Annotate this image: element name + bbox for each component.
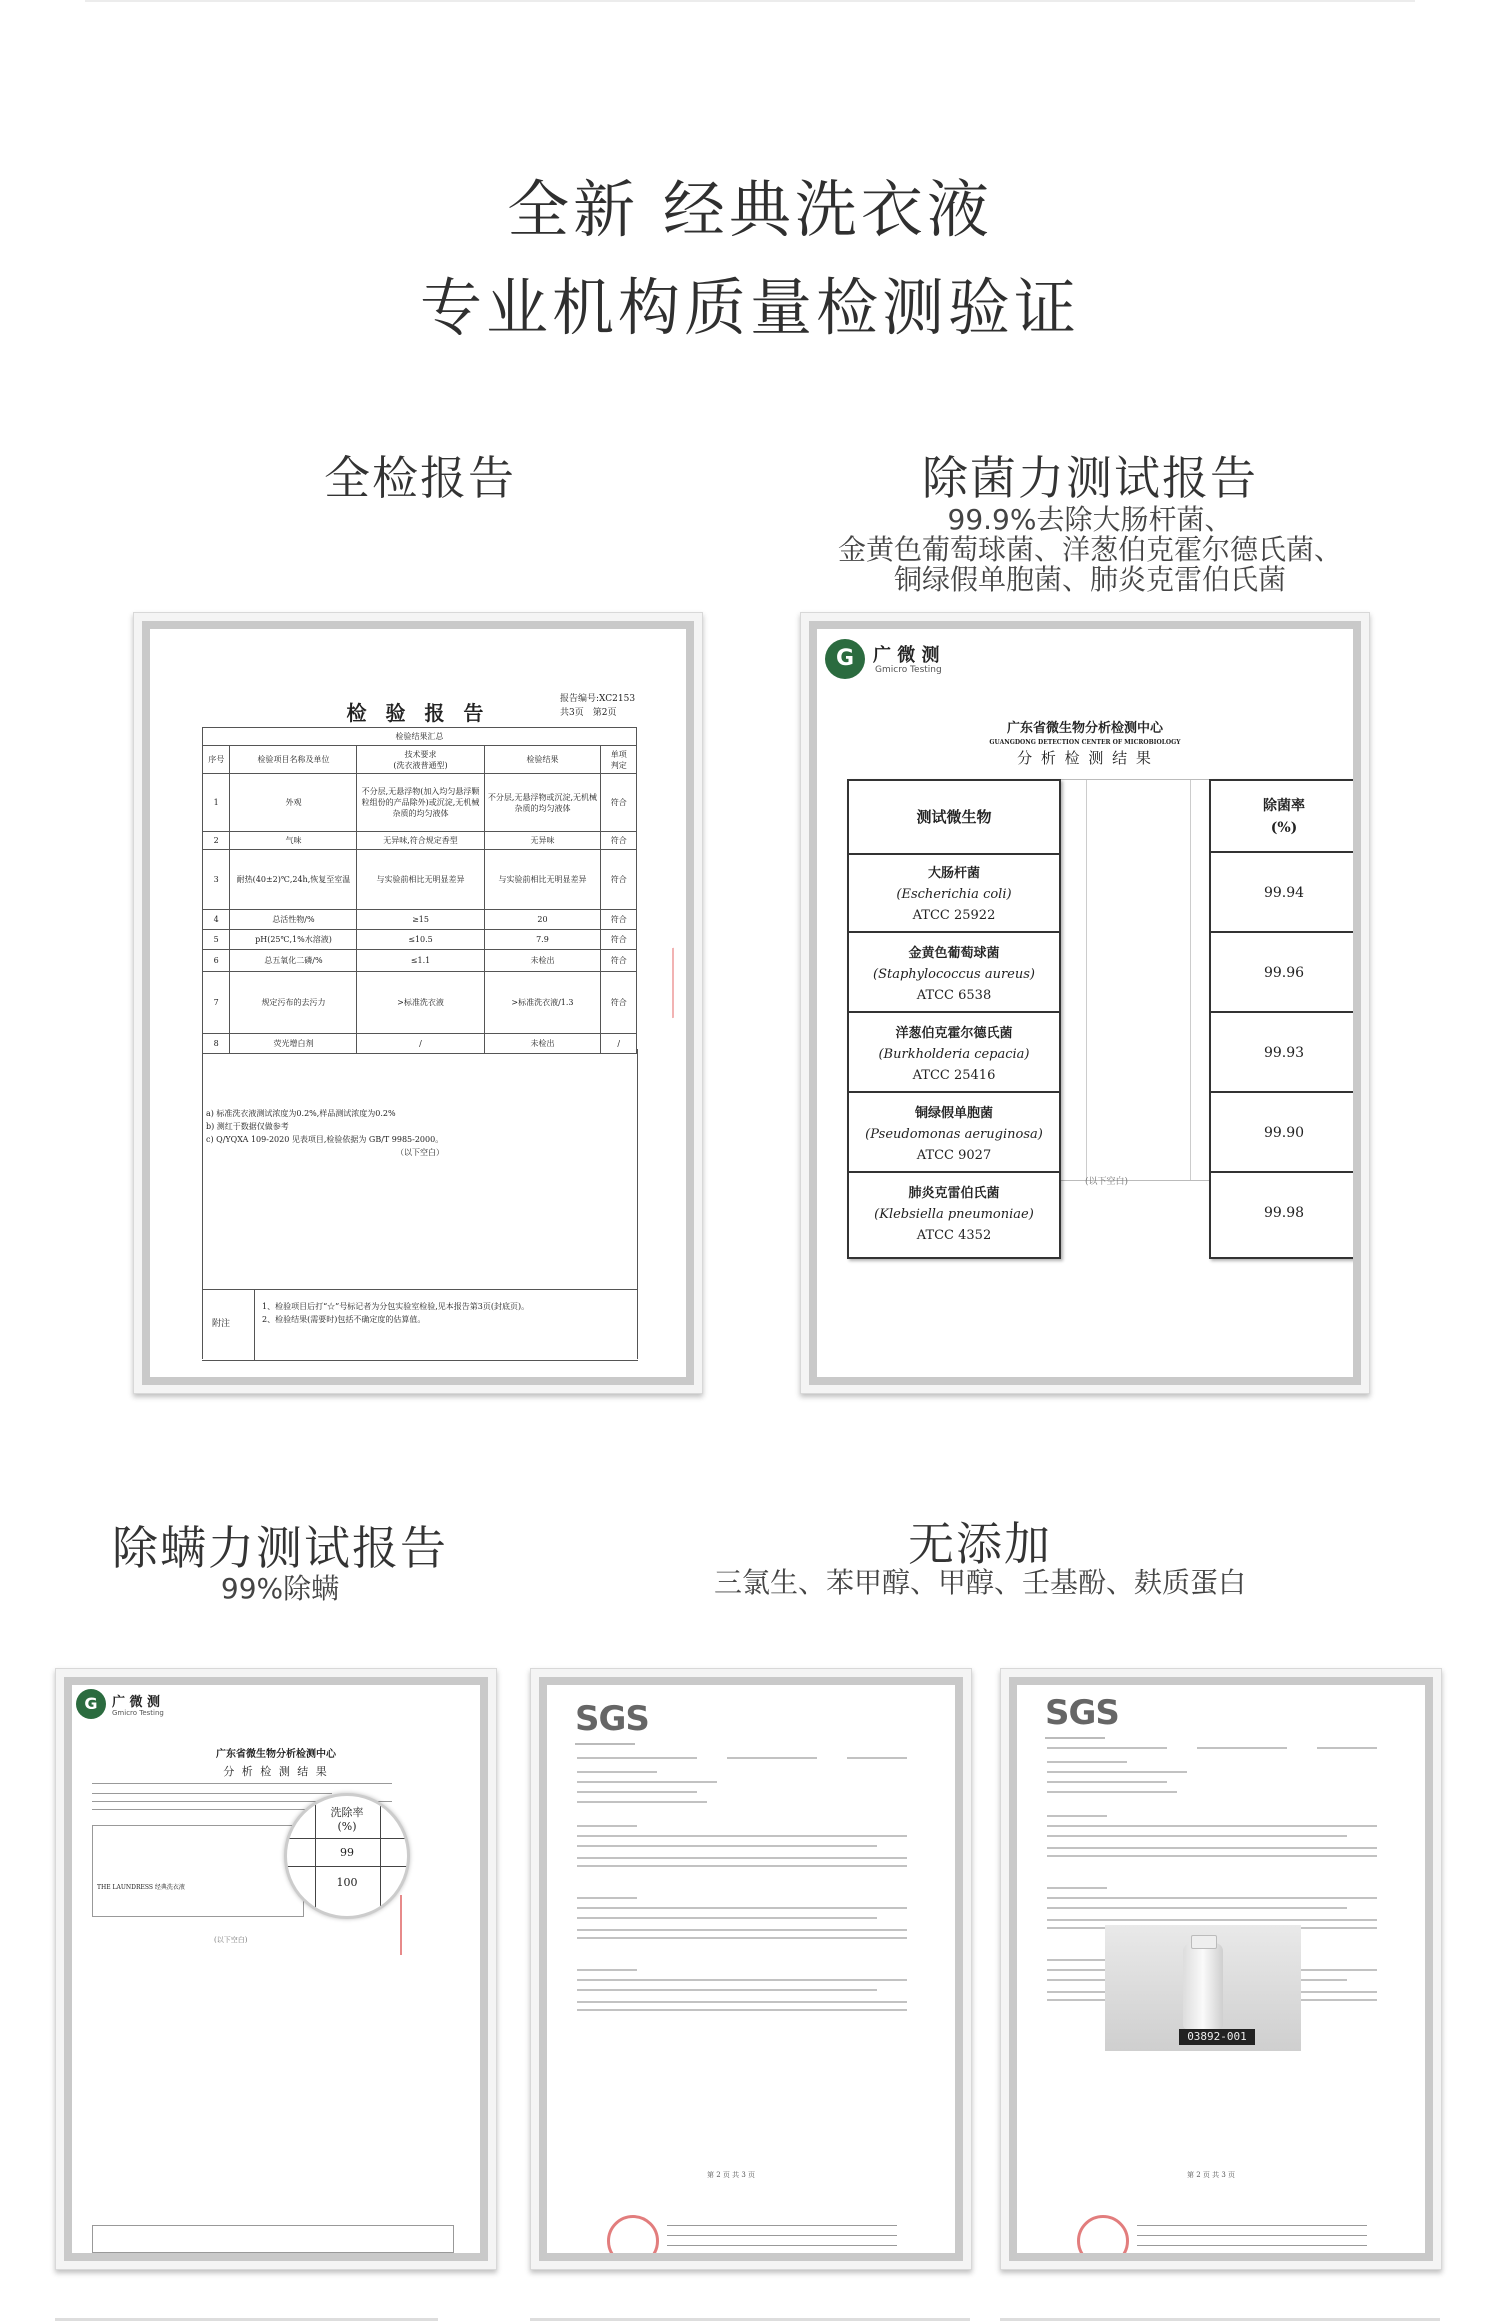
text-line bbox=[847, 1757, 907, 1759]
result-subtitle: 分 析 检 测 结 果 bbox=[1017, 749, 1153, 767]
text-line bbox=[1047, 1887, 1107, 1889]
sgs-frame-1 bbox=[530, 1668, 972, 2270]
gmicro-logo-icon: G bbox=[825, 639, 865, 679]
microbe-cn: 洋葱伯克霍尔德氏菌 bbox=[895, 1026, 1013, 1041]
antibacterial-sub1: 99.9%去除大肠杆菌、 bbox=[947, 503, 1233, 536]
text-line bbox=[1047, 1855, 1377, 1857]
report-title: 检 验 报 告 bbox=[346, 701, 490, 725]
table-row bbox=[203, 1034, 637, 1054]
microbe-cn: 铜绿假单胞菌 bbox=[914, 1106, 993, 1121]
remark-text bbox=[262, 1300, 622, 1326]
cell: 无异味 bbox=[484, 832, 601, 850]
cell: 20 bbox=[484, 910, 601, 930]
cell: 6 bbox=[203, 950, 230, 972]
text-line bbox=[577, 1791, 697, 1793]
no-additive-sub: 三氯生、苯甲醇、甲醇、壬基酚、麸质蛋白 bbox=[713, 1566, 1246, 1599]
blank-note: (以下空白) bbox=[214, 1936, 248, 1944]
sample-code: 03892-001 bbox=[1179, 2029, 1255, 2045]
rate-column bbox=[1209, 779, 1353, 1259]
cell: pH(25℃,1%水溶液) bbox=[230, 930, 357, 950]
microbe-atcc: ATCC 25416 bbox=[912, 1068, 996, 1083]
cell: 3 bbox=[203, 850, 230, 910]
brand-name: 广 微 测 bbox=[112, 1695, 161, 1710]
zoom-value: 99 bbox=[340, 1846, 354, 1859]
col-header: 检验项目名称及单位 bbox=[230, 746, 357, 774]
sgs-frame-2 bbox=[1000, 1668, 1442, 2270]
antimite-sub: 99%除螨 bbox=[220, 1572, 340, 1605]
note-line: a) 标准洗衣液测试浓度为0.2%,样品测试浓度为0.2% bbox=[206, 1109, 396, 1118]
text-line bbox=[577, 1979, 907, 1981]
text-line bbox=[577, 1781, 717, 1783]
cell: 符合 bbox=[601, 850, 637, 910]
cell: 7 bbox=[203, 972, 230, 1034]
bottom-edge bbox=[530, 2318, 970, 2321]
table-row bbox=[203, 930, 637, 950]
headline-line1: 全新 经典洗衣液 bbox=[507, 173, 993, 246]
microbe-row bbox=[849, 1173, 1059, 1253]
microbe-cn: 肺炎克雷伯氏菌 bbox=[908, 1186, 1000, 1201]
table-row bbox=[203, 832, 637, 850]
text-line bbox=[577, 1835, 907, 1837]
remark-box bbox=[202, 1289, 638, 1361]
microbe-latin: (Pseudomonas aeruginosa) bbox=[865, 1127, 1043, 1142]
brand-en: Gmicro Testing bbox=[112, 1709, 164, 1717]
cell: 4 bbox=[203, 910, 230, 930]
text-line bbox=[577, 1969, 637, 1971]
cell: 8 bbox=[203, 1034, 230, 1054]
cell: / bbox=[601, 1034, 637, 1054]
rate-value: 99.94 bbox=[1211, 853, 1353, 933]
cell: 符合 bbox=[601, 930, 637, 950]
org-en: GUANGDONG DETECTION CENTER OF MICROBIOLOGY bbox=[989, 739, 1181, 746]
microbe-column bbox=[847, 779, 1061, 1259]
text-line bbox=[577, 1929, 907, 1931]
cell: 符合 bbox=[601, 832, 637, 850]
cell: 与实验前相比无明显差异 bbox=[357, 850, 484, 910]
rate-value: 99.98 bbox=[1263, 1205, 1305, 1221]
rate-value: 99.96 bbox=[1211, 933, 1353, 1013]
cell: 符合 bbox=[601, 950, 637, 972]
note-line: （以下空白） bbox=[396, 1148, 444, 1157]
cell: 符合 bbox=[601, 774, 637, 832]
text-line bbox=[1047, 1919, 1377, 1921]
microbe-latin: (Klebsiella pneumoniae) bbox=[874, 1207, 1034, 1222]
microbe-atcc: ATCC 25922 bbox=[912, 908, 996, 923]
text-line bbox=[1047, 1847, 1377, 1849]
report-notes bbox=[206, 1107, 636, 1159]
antibacterial-sub2: 金黄色葡萄球菌、洋葱伯克霍尔德氏菌、 bbox=[837, 533, 1342, 566]
brand-name: 广 微 测 bbox=[873, 645, 940, 666]
text-line bbox=[577, 1857, 907, 1859]
cell: 总活性物/% bbox=[230, 910, 357, 930]
cell: / bbox=[357, 1034, 484, 1054]
cell: 与实验前相比无明显差异 bbox=[484, 850, 601, 910]
cell: 5 bbox=[203, 930, 230, 950]
antibacterial-paper bbox=[817, 629, 1353, 1377]
text-line bbox=[727, 1757, 817, 1759]
antimite-title: 除螨力测试报告 bbox=[112, 1521, 448, 1575]
col-header: 技术要求 (洗衣液普通型) bbox=[357, 746, 484, 774]
text-line bbox=[1047, 1791, 1177, 1793]
result-subtitle: 分 析 检 测 结 果 bbox=[223, 1765, 329, 1778]
report-table bbox=[202, 727, 637, 1054]
remark-label: 附注 bbox=[212, 1319, 231, 1329]
text-line bbox=[577, 1845, 877, 1847]
org-name: 广东省微生物分析检测中心 bbox=[1006, 721, 1163, 736]
text-line bbox=[1047, 1771, 1187, 1773]
cell: 无异味,符合规定香型 bbox=[357, 832, 484, 850]
microbe-latin: (Burkholderia cepacia) bbox=[878, 1047, 1030, 1062]
remark-line: 2、检验结果(需要时)包括不确定度的估算值。 bbox=[262, 1315, 426, 1324]
text-line bbox=[577, 2001, 907, 2003]
text-line bbox=[1047, 1959, 1107, 1961]
full-report-title: 全检报告 bbox=[324, 451, 516, 505]
text-line bbox=[1047, 1815, 1107, 1817]
brand-en: Gmicro Testing bbox=[875, 665, 942, 675]
rate-value: 99.90 bbox=[1211, 1093, 1353, 1173]
cell: 气味 bbox=[230, 832, 357, 850]
note-line: b) 测红于数据仅做参考 bbox=[206, 1122, 289, 1131]
text-line bbox=[577, 1897, 637, 1899]
text-line bbox=[577, 1757, 697, 1759]
headline-line2: 专业机构质量检测验证 bbox=[419, 271, 1080, 344]
full-report-paper bbox=[150, 629, 686, 1377]
table-row bbox=[203, 972, 637, 1034]
microbe-header: 测试微生物 bbox=[849, 781, 1059, 855]
microbe-row bbox=[849, 1013, 1059, 1093]
sample-name: THE LAUNDRESS 经典洗衣液 bbox=[97, 1884, 185, 1891]
antibacterial-frame bbox=[800, 612, 1370, 1394]
cell: 未检出 bbox=[484, 1034, 601, 1054]
cell: 荧光增白剂 bbox=[230, 1034, 357, 1054]
remark-line: 1、检验项目后打“☆”号标记者为分包实验室检验,见本报告第3页(封底页)。 bbox=[262, 1302, 530, 1311]
cell: >标准洗衣液 bbox=[357, 972, 484, 1034]
microbe-row bbox=[849, 933, 1059, 1013]
microbe-atcc: ATCC 4352 bbox=[916, 1228, 992, 1243]
cell: ≥15 bbox=[357, 910, 484, 930]
antimite-paper bbox=[72, 1685, 480, 2253]
text-line bbox=[1047, 1747, 1167, 1749]
sample-photo bbox=[1105, 1925, 1301, 2051]
col-header: 检验结果 bbox=[484, 746, 601, 774]
col-header: 单项 判定 bbox=[601, 746, 637, 774]
microbe-row bbox=[849, 853, 1059, 933]
table-row bbox=[203, 850, 637, 910]
text-line bbox=[577, 1917, 877, 1919]
cell: 不分层,无悬浮物或沉淀,无机械杂质的均匀液体 bbox=[484, 774, 601, 832]
antimite-frame bbox=[55, 1668, 497, 2270]
bottom-edge bbox=[1000, 2318, 1440, 2321]
sgs-paper-2 bbox=[1017, 1685, 1425, 2253]
text-line bbox=[577, 2009, 907, 2011]
cell: 2 bbox=[203, 832, 230, 850]
cell: >标准洗衣液/1.3 bbox=[484, 972, 601, 1034]
cell: 符合 bbox=[601, 910, 637, 930]
sgs-paper-1 bbox=[547, 1685, 955, 2253]
cell: 未检出 bbox=[484, 950, 601, 972]
text-line bbox=[1317, 1747, 1377, 1749]
stamp-icon bbox=[607, 2215, 659, 2253]
zoom-label: 洗除率 (%) bbox=[330, 1806, 364, 1833]
antibacterial-title: 除菌力测试报告 bbox=[922, 451, 1258, 505]
gmicro-logo-icon: G bbox=[76, 1689, 106, 1719]
footer-box bbox=[92, 2225, 454, 2253]
cell: 不分层,无悬浮物(加入均匀悬浮颗粒组份的产品除外)或沉淀,无机械杂质的均匀液体 bbox=[357, 774, 484, 832]
cell: ≤1.1 bbox=[357, 950, 484, 972]
text-line bbox=[577, 1825, 637, 1827]
zoom-value: 100 bbox=[336, 1876, 358, 1889]
rate-header: 除菌率 (%) bbox=[1211, 781, 1353, 853]
report-summary: 检验结果汇总 bbox=[203, 728, 637, 746]
note-line: c) Q/YQXA 109-2020 见表项目,检验依据为 GB/T 9985-2000。 bbox=[206, 1135, 444, 1144]
microbe-atcc: ATCC 9027 bbox=[916, 1148, 992, 1163]
table-row bbox=[203, 950, 637, 972]
microbe-atcc: ATCC 6538 bbox=[916, 988, 992, 1003]
antibacterial-sub3: 铜绿假单胞菌、肺炎克雷伯氏菌 bbox=[893, 563, 1286, 596]
text-line bbox=[1047, 1825, 1377, 1827]
microbe-row bbox=[849, 1093, 1059, 1173]
sgs-logo-icon: SGS bbox=[1045, 1693, 1119, 1733]
text-line bbox=[577, 1771, 657, 1773]
full-report-frame bbox=[133, 612, 703, 1394]
cell: 规定污布的去污力 bbox=[230, 972, 357, 1034]
report-number: 报告编号:XC2153 bbox=[560, 694, 636, 704]
bottle-icon bbox=[1183, 1943, 1223, 2029]
mite-table bbox=[92, 1825, 304, 1917]
text-line bbox=[1197, 1747, 1287, 1749]
report-page: 共3页 第2页 bbox=[560, 708, 617, 718]
table-row bbox=[203, 774, 637, 832]
top-divider bbox=[85, 0, 1415, 2]
rate-value: 99.93 bbox=[1211, 1013, 1353, 1093]
stamp-fragment bbox=[394, 1895, 402, 1955]
org-name: 广东省微生物分析检测中心 bbox=[216, 1749, 336, 1760]
text-line bbox=[1047, 1781, 1167, 1783]
stamp-icon bbox=[1077, 2215, 1129, 2253]
cell: ≤10.5 bbox=[357, 930, 484, 950]
zoom-magnifier bbox=[284, 1793, 410, 1919]
col-header: 序号 bbox=[203, 746, 230, 774]
text-line bbox=[1047, 1835, 1347, 1837]
microbe-cn: 大肠杆菌 bbox=[927, 866, 980, 881]
text-line bbox=[577, 1937, 907, 1939]
cell: 外观 bbox=[230, 774, 357, 832]
blank-note: (以下空白) bbox=[1085, 1177, 1129, 1187]
microbe-latin: (Escherichia coli) bbox=[896, 887, 1012, 902]
cell: 符合 bbox=[601, 972, 637, 1034]
cell: 7.9 bbox=[484, 930, 601, 950]
text-line bbox=[577, 1801, 707, 1803]
table-row bbox=[203, 910, 637, 930]
cell: 耐热(40±2)℃,24h,恢复至室温 bbox=[230, 850, 357, 910]
sgs-logo-icon: SGS bbox=[575, 1699, 649, 1739]
text-line bbox=[577, 1865, 907, 1867]
no-additive-title: 无添加 bbox=[908, 1517, 1052, 1571]
bottom-edge bbox=[55, 2318, 438, 2321]
stamp-fragment bbox=[662, 948, 674, 1021]
text-line bbox=[1047, 1907, 1347, 1909]
text-line bbox=[577, 1907, 907, 1909]
page-number: 第 2 页 共 3 页 bbox=[707, 2171, 756, 2179]
text-line bbox=[1047, 1897, 1377, 1899]
microbe-latin: (Staphylococcus aureus) bbox=[873, 967, 1035, 982]
cell: 总五氧化二磷/% bbox=[230, 950, 357, 972]
cell: 1 bbox=[203, 774, 230, 832]
page-number: 第 2 页 共 3 页 bbox=[1187, 2171, 1236, 2179]
text-line bbox=[1047, 1761, 1127, 1763]
microbe-cn: 金黄色葡萄球菌 bbox=[908, 946, 1000, 961]
text-line bbox=[577, 1989, 877, 1991]
